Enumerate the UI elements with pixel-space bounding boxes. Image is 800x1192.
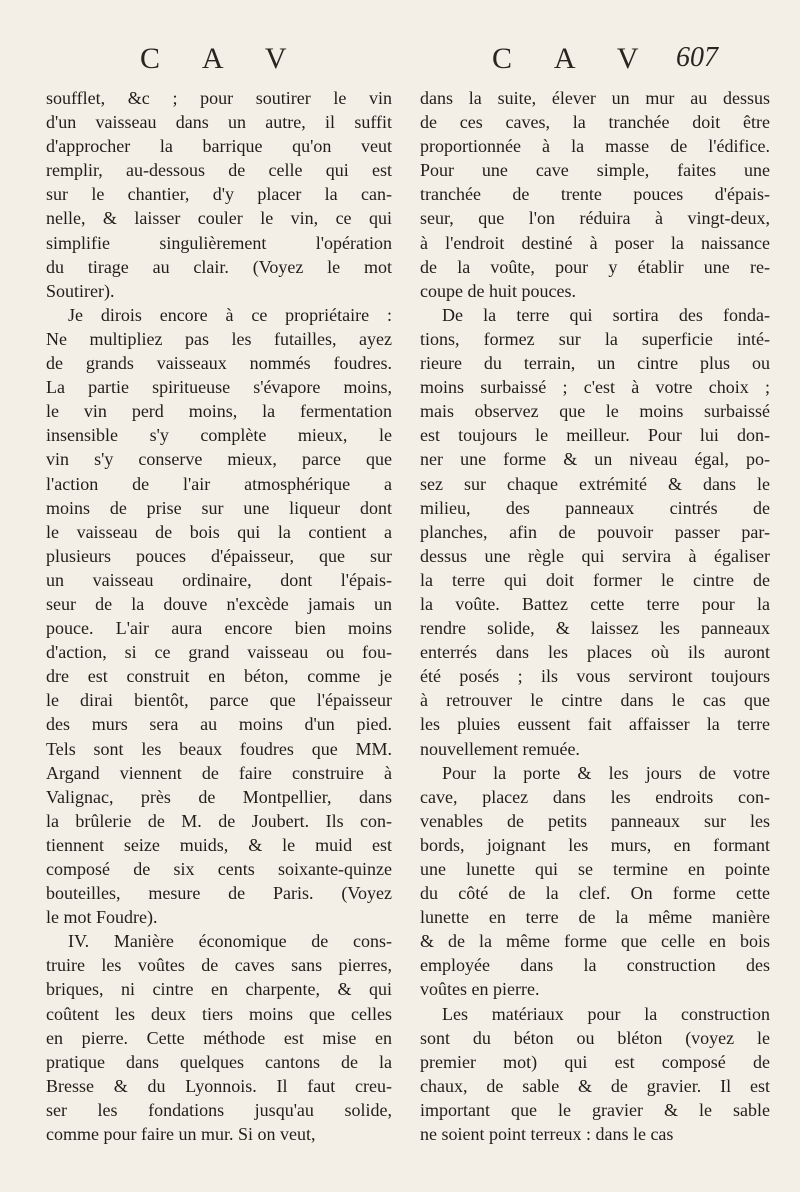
right-column-line: à l'endroit destiné à poser la naissance bbox=[420, 232, 770, 253]
right-column-line: employée dans la construction des bbox=[420, 955, 770, 976]
right-column-line: de ces caves, la tranchée doit être bbox=[420, 112, 770, 133]
left-column-line: Valignac, près de Montpellier, dans bbox=[46, 786, 392, 807]
left-column-line: pratique dans quelques cantons de la bbox=[46, 1051, 392, 1072]
right-column-line: Pour la porte & les jours de votre bbox=[442, 762, 770, 783]
right-column-line: seur, que l'on réduira à vingt-deux, bbox=[420, 208, 770, 229]
left-column bbox=[46, 86, 392, 1146]
right-column-line: milieu, des panneaux cintrés de bbox=[420, 497, 770, 518]
left-column-line: Soutirer). bbox=[46, 280, 115, 301]
left-column-line: de grands vaisseaux nommés foudres. bbox=[46, 353, 392, 374]
left-column-line: simplifie singulièrement l'opération bbox=[46, 232, 392, 253]
left-column-line: des murs sera au moins d'un pied. bbox=[46, 714, 392, 735]
right-column-line: lunette en terre de la même manière bbox=[420, 907, 770, 928]
right-column bbox=[420, 86, 770, 1146]
right-column-line: voûtes en pierre. bbox=[420, 979, 540, 1000]
right-column-line: du côté de la clef. On forme cette bbox=[420, 883, 770, 904]
left-column-line: IV. Manière économique de cons- bbox=[68, 931, 392, 952]
right-column-line: planches, afin de pouvoir passer par- bbox=[420, 521, 770, 542]
running-header bbox=[0, 42, 800, 82]
left-column-line: comme pour faire un mur. Si on veut, bbox=[46, 1124, 316, 1145]
right-column-line: ne soient point terreux : dans le cas bbox=[420, 1124, 674, 1145]
right-column-line: les pluies eussent fait affaisser la terre bbox=[420, 714, 770, 735]
right-column-line: la terre qui doit former le cintre de bbox=[420, 569, 770, 590]
header-right: C A V bbox=[492, 42, 657, 75]
left-column-line: d'un vaisseau dans un autre, il suffit bbox=[46, 112, 392, 133]
left-column-line: coûtent les deux tiers moins que celles bbox=[46, 1003, 392, 1024]
left-column-line: sur le chantier, d'y placer la can- bbox=[46, 184, 392, 205]
left-column-line: Bresse & du Lyonnois. Il faut creu- bbox=[46, 1075, 392, 1096]
left-column-line: d'action, si ce grand vaisseau ou fou- bbox=[46, 642, 392, 663]
left-column-line: le vaisseau de bois qui la contient a bbox=[46, 521, 392, 542]
left-column-line: nelle, & laisser couler le vin, ce qui bbox=[46, 208, 392, 229]
right-column-line: bords, joignant les murs, en formant bbox=[420, 834, 770, 855]
left-column-line: truire les voûtes de caves sans pierres, bbox=[46, 955, 392, 976]
left-column-line: l'action de l'air atmosphérique a bbox=[46, 473, 392, 494]
right-column-line: Pour une cave simple, faites une bbox=[420, 160, 770, 181]
right-column-line: de la voûte, pour y établir une re- bbox=[420, 256, 770, 277]
left-column-line: pouce. L'air aura encore bien moins bbox=[46, 618, 392, 639]
right-column-line: la voûte. Battez cette terre pour la bbox=[420, 593, 770, 614]
right-column-line: enterrés dans les places où ils auront bbox=[420, 642, 770, 663]
left-column-line: Argand viennent de faire construire à bbox=[46, 762, 392, 783]
right-column-line: & de la même forme que celle en bois bbox=[420, 931, 770, 952]
left-column-line: Tels sont les beaux foudres que MM. bbox=[46, 738, 392, 759]
left-column-line: un vaisseau ordinaire, dont l'épais- bbox=[46, 569, 392, 590]
left-column-line: du tirage au clair. (Voyez le mot bbox=[46, 256, 392, 277]
right-column-line: à retrouver le cintre dans le cas que bbox=[420, 690, 770, 711]
left-column-line: tiennent seize muids, & le muid est bbox=[46, 834, 392, 855]
right-column-line: rendre solide, & laissez les panneaux bbox=[420, 618, 770, 639]
right-column-line: cave, placez dans les endroits con- bbox=[420, 786, 770, 807]
left-column-line: en pierre. Cette méthode est mise en bbox=[46, 1027, 392, 1048]
right-column-line: sez sur chaque extrémité & dans le bbox=[420, 473, 770, 494]
page-number: 607 bbox=[676, 42, 718, 73]
left-column-line: plusieurs pouces d'épaisseur, que sur bbox=[46, 545, 392, 566]
left-column-line: Je dirois encore à ce propriétaire : bbox=[68, 304, 392, 325]
right-column-line: Les matériaux pour la construction bbox=[442, 1003, 770, 1024]
right-column-line: chaux, de sable & de gravier. Il est bbox=[420, 1075, 770, 1096]
right-column-line: dessus une règle qui servira à égaliser bbox=[420, 545, 770, 566]
left-column-line: moins de prise sur une liqueur dont bbox=[46, 497, 392, 518]
right-column-line: De la terre qui sortira des fonda- bbox=[442, 304, 770, 325]
right-column-line: dans la suite, élever un mur au dessus bbox=[420, 88, 770, 108]
right-column-line: moins surbaissé ; c'est à votre choix ; bbox=[420, 377, 770, 398]
left-column-line: seur de la douve n'excède jamais un bbox=[46, 593, 392, 614]
right-column-line: coupe de huit pouces. bbox=[420, 280, 576, 301]
left-column-line: vin s'y conserve mieux, parce que bbox=[46, 449, 392, 470]
left-column-line: dre est construit en béton, comme je bbox=[46, 666, 392, 687]
right-column-line: venables de petits panneaux sur les bbox=[420, 810, 770, 831]
left-column-line: composé de six cents soixante-quinze bbox=[46, 859, 392, 879]
header-left: C A V bbox=[140, 42, 305, 75]
left-column-line: insensible s'y complète mieux, le bbox=[46, 425, 392, 446]
right-column-line: sont du béton ou bléton (voyez le bbox=[420, 1027, 770, 1048]
right-column-line: une lunette qui se termine en pointe bbox=[420, 859, 770, 879]
left-column-line: briques, ni cintre en charpente, & qui bbox=[46, 979, 392, 1000]
right-column-line: nouvellement remuée. bbox=[420, 738, 580, 759]
left-column-line: d'approcher la barrique qu'on veut bbox=[46, 136, 392, 157]
right-column-line: ner une forme & un niveau égal, po- bbox=[420, 449, 770, 470]
left-column-line: soufflet, &c ; pour soutirer le vin bbox=[46, 88, 392, 108]
left-column-line: le dirai bientôt, parce que l'épaisseur bbox=[46, 690, 392, 711]
right-column-line: important que le gravier & le sable bbox=[420, 1099, 770, 1120]
right-column-line: tranchée de trente pouces d'épais- bbox=[420, 184, 770, 205]
right-column-line: est toujours le meilleur. Pour lui don- bbox=[420, 425, 770, 446]
right-column-line: tions, formez sur la superficie inté- bbox=[420, 328, 770, 349]
left-column-line: ser les fondations jusqu'au solide, bbox=[46, 1099, 392, 1120]
right-column-line: premier mot) qui est composé de bbox=[420, 1051, 770, 1072]
right-column-line: mais observez que le moins surbaissé bbox=[420, 401, 770, 422]
right-column-line: rieure du terrain, un cintre plus ou bbox=[420, 353, 770, 374]
right-column-line: été posés ; ils vous serviront toujours bbox=[420, 666, 770, 687]
left-column-line: la brûlerie de M. de Joubert. Ils con- bbox=[46, 810, 392, 831]
right-column-line: proportionnée à la masse de l'édifice. bbox=[420, 136, 770, 157]
left-column-line: le vin perd moins, la fermentation bbox=[46, 401, 392, 422]
left-column-line: La partie spiritueuse s'évapore moins, bbox=[46, 377, 392, 398]
left-column-line: bouteilles, mesure de Paris. (Voyez bbox=[46, 883, 392, 904]
left-column-line: le mot Foudre). bbox=[46, 907, 158, 928]
left-column-line: remplir, au-dessous de celle qui est bbox=[46, 160, 392, 181]
left-column-line: Ne multipliez pas les futailles, ayez bbox=[46, 328, 392, 349]
